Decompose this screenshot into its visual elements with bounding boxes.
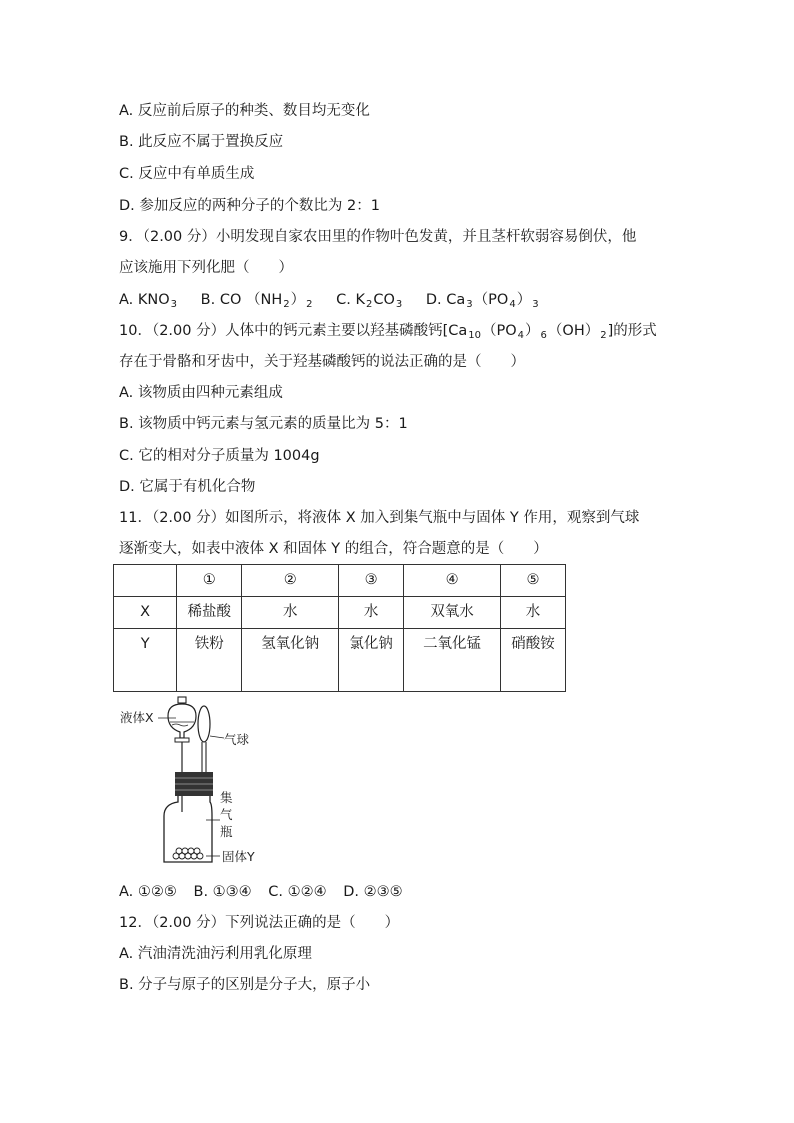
q9-option-d-formula: Ca — [446, 292, 466, 308]
q9-option-d-formula-2: （PO — [473, 292, 509, 308]
funnel-stopper — [178, 697, 186, 703]
q9-options — [119, 290, 558, 315]
q12-option-b: B. 分子与原子的区别是分子大，原子小 — [119, 977, 371, 993]
q11-stem-line2: 逐渐变大，如表中液体 X 和固体 Y 的组合，符合题意的是（ ） — [119, 541, 548, 557]
table-cell: ⑤ — [501, 565, 566, 597]
q9-option-d-label: D. — [425, 292, 442, 308]
gas-bottle-apparatus-figure — [120, 694, 270, 869]
formula-part: （OH） — [547, 323, 600, 339]
table-cell: 氯化钠 — [339, 629, 404, 692]
q8-option-c: C. 反应中有单质生成 — [119, 166, 255, 182]
q11-stem-line1: 11．（2.00 分）如图所示，将液体 X 加入到集气瓶中与固体 Y 作用，观察到气球 — [119, 510, 640, 526]
q9-option-b-formula: CO （NH — [219, 292, 283, 308]
label-bottle-1: 集 — [220, 790, 233, 805]
q9-option-c-label: C. — [336, 292, 351, 308]
apparatus-drawing — [120, 694, 270, 869]
q8-option-b: B. 此反应不属于置换反应 — [119, 134, 284, 150]
table-cell: 稀盐酸 — [177, 597, 242, 629]
stopcock — [175, 738, 189, 742]
q10-option-a: A. 该物质由四种元素组成 — [119, 385, 283, 401]
subscript: 2 — [283, 299, 290, 310]
q11-option-c: C. ①②④ — [268, 884, 327, 900]
table-cell: ② — [242, 565, 339, 597]
leader-balloon — [210, 736, 224, 738]
q9-option-c-formula: K — [355, 292, 365, 308]
table-cell: ③ — [339, 565, 404, 597]
formula-part: ） — [525, 323, 540, 339]
q8-option-d: D. 参加反应的两种分子的个数比为 2：1 — [119, 198, 380, 214]
q11-options — [119, 882, 421, 902]
table-cell: 铁粉 — [177, 629, 242, 692]
q10-stem-line1 — [119, 321, 657, 346]
q10-stem-text: 10．（2.00 分）人体中的钙元素主要以羟基磷酸钙[Ca — [119, 323, 468, 339]
table-cell: ① — [177, 565, 242, 597]
q11-option-b: B. ①③④ — [193, 884, 252, 900]
table-cell: 水 — [242, 597, 339, 629]
subscript: 3 — [466, 299, 473, 310]
q8-option-a: A. 反应前后原子的种类、数目均无变化 — [119, 103, 370, 119]
solid-particles — [173, 848, 203, 859]
q11-option-d: D. ②③⑤ — [343, 884, 403, 900]
separatory-funnel — [168, 704, 196, 738]
table-cell: 氢氧化钠 — [242, 629, 339, 692]
label-balloon: 气球 — [224, 732, 250, 747]
subscript: 3 — [170, 299, 178, 310]
table-cell: 双氧水 — [404, 597, 501, 629]
subscript: 4 — [509, 299, 516, 310]
formula-part: （PO — [482, 323, 517, 339]
label-liquid-x: 液体X — [120, 710, 154, 725]
paren: ） — [516, 292, 532, 308]
subscript: 4 — [517, 330, 525, 341]
subscript: 2 — [600, 330, 607, 341]
q9-option-a-label: A. — [119, 292, 134, 308]
q9-option-a — [119, 290, 178, 315]
q9-option-c — [336, 290, 403, 315]
label-solid-y: 固体Y — [222, 849, 255, 864]
q12-stem: 12．（2.00 分）下列说法正确的是（ ） — [119, 915, 400, 931]
q9-option-a-formula: KNO — [137, 292, 170, 308]
q9-option-d — [426, 290, 540, 315]
table-cell — [114, 565, 177, 597]
subscript: 3 — [532, 299, 539, 310]
table-header-row — [114, 565, 566, 597]
q10-option-c: C. 它的相对分子质量为 1004g — [119, 448, 320, 464]
q9-option-c-formula-2: CO — [373, 292, 395, 308]
table-cell: X — [114, 597, 177, 629]
paren: ） — [290, 292, 306, 308]
q12-option-a: A. 汽油清洗油污利用乳化原理 — [119, 946, 312, 962]
table-row — [114, 597, 566, 629]
label-bottle-2: 气 — [220, 807, 233, 822]
q10-option-d: D. 它属于有机化合物 — [119, 479, 256, 495]
subscript: 3 — [395, 299, 403, 310]
q9-stem-line2: 应该施用下列化肥（ ） — [119, 260, 293, 276]
liquid-wave — [172, 724, 188, 726]
label-bottle-3: 瓶 — [220, 824, 233, 839]
table-cell: 水 — [501, 597, 566, 629]
q9-option-b-label: B. — [200, 292, 216, 308]
subscript: 2 — [365, 299, 373, 310]
subscript: 2 — [306, 299, 313, 310]
subscript: 10 — [468, 330, 481, 341]
q10-stem-line2: 存在于骨骼和牙齿中，关于羟基磷酸钙的说法正确的是（ ） — [119, 354, 525, 370]
balloon — [198, 706, 210, 742]
q11-combination-table — [113, 564, 566, 692]
table-cell: 二氧化锰 — [404, 629, 501, 692]
q10-option-b: B. 该物质中钙元素与氢元素的质量比为 5：1 — [119, 416, 408, 432]
table-cell: 硝酸铵 — [501, 629, 566, 692]
q9-stem-line1: 9．（2.00 分）小明发现自家农田里的作物叶色发黄，并且茎杆软弱容易倒伏，他 — [119, 229, 637, 245]
table-row — [114, 629, 566, 692]
q9-option-b — [201, 290, 314, 315]
table-cell: Y — [114, 629, 177, 692]
table-cell: ④ — [404, 565, 501, 597]
table-cell: 水 — [339, 597, 404, 629]
subscript: 6 — [540, 330, 547, 341]
q11-option-a: A. ①②⑤ — [119, 884, 177, 900]
q10-stem-text-end: ]的形式 — [607, 323, 657, 339]
